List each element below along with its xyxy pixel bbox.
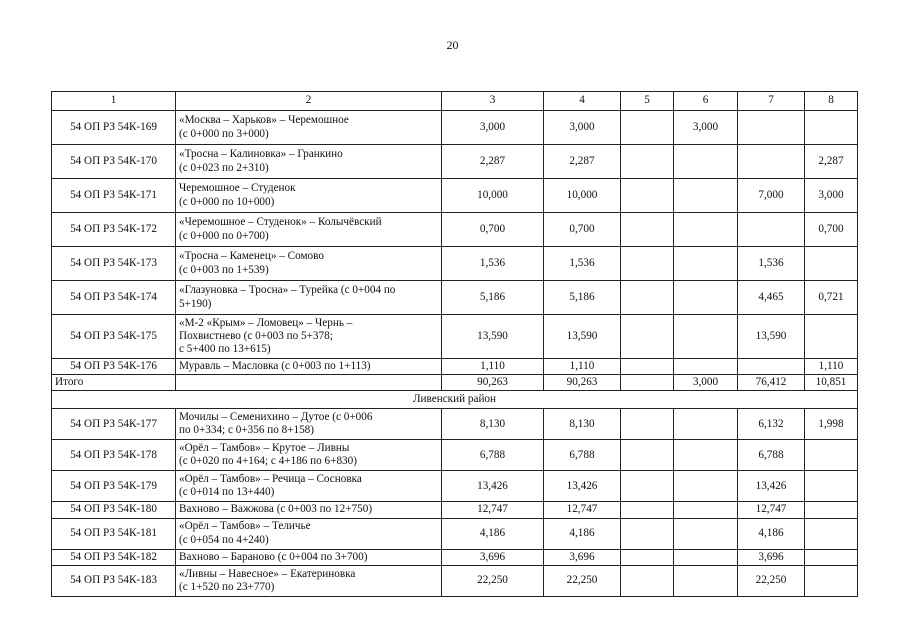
length-value: 12,747 bbox=[442, 502, 544, 518]
road-code: 54 ОП РЗ 54К-170 bbox=[52, 145, 176, 179]
length-value bbox=[674, 549, 738, 565]
length-value: 13,426 bbox=[442, 471, 544, 502]
table-row bbox=[52, 409, 858, 440]
length-value bbox=[621, 518, 674, 549]
road-name-line: 5+190) bbox=[179, 297, 212, 310]
length-value bbox=[805, 502, 858, 518]
road-name-line: (с 0+023 по 2+310) bbox=[179, 161, 269, 174]
road-name-line: «Москва – Харьков» – Черемошное bbox=[179, 114, 349, 127]
length-value: 1,536 bbox=[738, 247, 805, 281]
road-code: 54 ОП РЗ 54К-175 bbox=[52, 315, 176, 359]
road-name-line: (с 1+520 по 23+770) bbox=[179, 580, 275, 593]
length-value bbox=[621, 247, 674, 281]
page-number: 20 bbox=[446, 38, 459, 52]
road-name-line: (с 0+003 по 1+539) bbox=[179, 263, 269, 276]
length-value: 1,110 bbox=[544, 359, 621, 375]
table-row bbox=[52, 518, 858, 549]
length-value: 10,000 bbox=[442, 179, 544, 213]
length-value: 13,426 bbox=[544, 471, 621, 502]
road-name-line: Вахново – Бараново (с 0+004 по 3+700) bbox=[179, 550, 368, 563]
road-name-line: (с 0+000 по 3+000) bbox=[179, 127, 269, 140]
road-name-line: (с 0+000 по 10+000) bbox=[179, 195, 275, 208]
road-name-line: «Тросна – Калиновка» – Гранкино bbox=[179, 148, 343, 161]
length-value: 1,536 bbox=[442, 247, 544, 281]
table-row bbox=[52, 440, 858, 471]
road-code: 54 ОП РЗ 54К-180 bbox=[52, 502, 176, 518]
total-label: Итого bbox=[52, 375, 176, 391]
length-value bbox=[674, 518, 738, 549]
length-value: 3,696 bbox=[544, 549, 621, 565]
road-code: 54 ОП РЗ 54К-173 bbox=[52, 247, 176, 281]
road-code: 54 ОП РЗ 54К-177 bbox=[52, 409, 176, 440]
length-value bbox=[738, 213, 805, 247]
road-name bbox=[176, 359, 442, 375]
length-value: 22,250 bbox=[738, 565, 805, 596]
length-value bbox=[621, 315, 674, 359]
road-name-line: (с 0+054 по 4+240) bbox=[179, 533, 269, 546]
table-row bbox=[52, 471, 858, 502]
length-value: 4,186 bbox=[442, 518, 544, 549]
length-value: 4,186 bbox=[544, 518, 621, 549]
length-value: 3,000 bbox=[805, 179, 858, 213]
length-value: 12,747 bbox=[544, 502, 621, 518]
length-value: 5,186 bbox=[442, 281, 544, 315]
length-value: 3,696 bbox=[738, 549, 805, 565]
length-value bbox=[621, 549, 674, 565]
road-name bbox=[176, 315, 442, 359]
header-row bbox=[52, 92, 858, 111]
road-name-line: «Тросна – Каменец» – Сомово bbox=[179, 250, 324, 263]
road-code: 54 ОП РЗ 54К-183 bbox=[52, 565, 176, 596]
length-value: 3,696 bbox=[442, 549, 544, 565]
length-value: 6,788 bbox=[544, 440, 621, 471]
length-value: 13,590 bbox=[442, 315, 544, 359]
road-name-line: «Глазуновка – Тросна» – Турейка (с 0+004 по bbox=[179, 284, 396, 297]
column-header: 3 bbox=[442, 92, 544, 111]
column-header: 5 bbox=[621, 92, 674, 111]
table-row bbox=[52, 359, 858, 375]
length-value: 13,426 bbox=[738, 471, 805, 502]
road-name-line: Мочилы – Семенихино – Дутое (с 0+006 bbox=[179, 411, 373, 424]
road-name-line: «Ливны – Навесное» – Екатериновка bbox=[179, 567, 356, 580]
road-name-line: (с 0+014 по 13+440) bbox=[179, 486, 275, 499]
road-code: 54 ОП РЗ 54К-179 bbox=[52, 471, 176, 502]
length-value: 12,747 bbox=[738, 502, 805, 518]
length-value bbox=[674, 440, 738, 471]
length-value bbox=[621, 179, 674, 213]
length-value: 4,465 bbox=[738, 281, 805, 315]
length-value bbox=[805, 111, 858, 145]
length-value bbox=[674, 179, 738, 213]
length-value: 13,590 bbox=[738, 315, 805, 359]
length-value: 22,250 bbox=[442, 565, 544, 596]
total-value: 90,263 bbox=[544, 375, 621, 391]
road-name-line: (с 0+020 по 4+164; с 4+186 по 6+830) bbox=[179, 455, 357, 468]
length-value: 3,000 bbox=[674, 111, 738, 145]
total-value bbox=[621, 375, 674, 391]
road-code: 54 ОП РЗ 54К-171 bbox=[52, 179, 176, 213]
road-name-line: «Орёл – Тамбов» – Речица – Сосновка bbox=[179, 473, 362, 486]
table-row bbox=[52, 111, 858, 145]
length-value: 0,700 bbox=[805, 213, 858, 247]
table-row bbox=[52, 502, 858, 518]
length-value bbox=[621, 440, 674, 471]
length-value: 2,287 bbox=[544, 145, 621, 179]
road-name-line: по 0+334; с 0+356 по 8+158) bbox=[179, 424, 314, 437]
length-value: 1,110 bbox=[442, 359, 544, 375]
road-code: 54 ОП РЗ 54К-176 bbox=[52, 359, 176, 375]
length-value bbox=[621, 213, 674, 247]
section-title: Ливенский район bbox=[52, 391, 858, 409]
length-value bbox=[805, 549, 858, 565]
length-value: 2,287 bbox=[805, 145, 858, 179]
length-value bbox=[621, 111, 674, 145]
road-name-line: Похвистнево (с 0+003 по 5+378; bbox=[179, 329, 333, 342]
road-name-line: (с 0+000 по 0+700) bbox=[179, 229, 269, 242]
road-name-line: «М-2 «Крым» – Ломовец» – Чернь – bbox=[179, 316, 353, 329]
road-name bbox=[176, 213, 442, 247]
table-row bbox=[52, 565, 858, 596]
road-name bbox=[176, 565, 442, 596]
length-value bbox=[805, 518, 858, 549]
column-header: 4 bbox=[544, 92, 621, 111]
length-value: 10,000 bbox=[544, 179, 621, 213]
road-name bbox=[176, 518, 442, 549]
road-name-line: Черемошное – Студенок bbox=[179, 182, 296, 195]
road-name-line: «Черемошное – Студенок» – Колычёвский bbox=[179, 216, 382, 229]
length-value bbox=[674, 315, 738, 359]
length-value: 0,700 bbox=[442, 213, 544, 247]
length-value bbox=[674, 281, 738, 315]
table-row bbox=[52, 145, 858, 179]
length-value: 3,000 bbox=[442, 111, 544, 145]
total-value: 76,412 bbox=[738, 375, 805, 391]
length-value: 0,700 bbox=[544, 213, 621, 247]
length-value bbox=[805, 315, 858, 359]
road-name-line: Вахново – Важжова (с 0+003 по 12+750) bbox=[179, 503, 373, 516]
length-value bbox=[805, 471, 858, 502]
length-value: 6,132 bbox=[738, 409, 805, 440]
road-name bbox=[176, 440, 442, 471]
total-row bbox=[52, 375, 858, 391]
table-row bbox=[52, 315, 858, 359]
length-value bbox=[621, 502, 674, 518]
table-row bbox=[52, 247, 858, 281]
length-value: 1,998 bbox=[805, 409, 858, 440]
length-value bbox=[674, 213, 738, 247]
length-value bbox=[621, 565, 674, 596]
road-name bbox=[176, 145, 442, 179]
length-value bbox=[621, 359, 674, 375]
length-value bbox=[674, 359, 738, 375]
length-value bbox=[674, 502, 738, 518]
road-code: 54 ОП РЗ 54К-181 bbox=[52, 518, 176, 549]
road-name bbox=[176, 247, 442, 281]
road-name-line: Муравль – Масловка (с 0+003 по 1+113) bbox=[179, 360, 371, 372]
table-row bbox=[52, 213, 858, 247]
road-code: 54 ОП РЗ 54К-182 bbox=[52, 549, 176, 565]
length-value bbox=[621, 145, 674, 179]
table-body bbox=[52, 111, 858, 597]
length-value: 5,186 bbox=[544, 281, 621, 315]
road-code: 54 ОП РЗ 54К-169 bbox=[52, 111, 176, 145]
column-header: 8 bbox=[805, 92, 858, 111]
road-name bbox=[176, 502, 442, 518]
length-value bbox=[621, 471, 674, 502]
length-value: 1,536 bbox=[544, 247, 621, 281]
length-value bbox=[738, 359, 805, 375]
length-value: 8,130 bbox=[544, 409, 621, 440]
section-row bbox=[52, 391, 858, 409]
road-name bbox=[176, 179, 442, 213]
road-name-line: с 5+400 по 13+615) bbox=[179, 343, 271, 356]
road-code: 54 ОП РЗ 54К-178 bbox=[52, 440, 176, 471]
length-value: 8,130 bbox=[442, 409, 544, 440]
length-value: 1,110 bbox=[805, 359, 858, 375]
length-value bbox=[674, 409, 738, 440]
length-value: 7,000 bbox=[738, 179, 805, 213]
column-header: 7 bbox=[738, 92, 805, 111]
road-name-line: «Орёл – Тамбов» – Крутое – Ливны bbox=[179, 442, 350, 455]
total-value: 10,851 bbox=[805, 375, 858, 391]
length-value: 4,186 bbox=[738, 518, 805, 549]
length-value: 2,287 bbox=[442, 145, 544, 179]
length-value: 6,788 bbox=[442, 440, 544, 471]
length-value bbox=[738, 111, 805, 145]
column-header: 6 bbox=[674, 92, 738, 111]
length-value bbox=[738, 145, 805, 179]
length-value bbox=[674, 565, 738, 596]
empty-cell bbox=[176, 375, 442, 391]
length-value bbox=[621, 409, 674, 440]
length-value: 6,788 bbox=[738, 440, 805, 471]
road-code: 54 ОП РЗ 54К-172 bbox=[52, 213, 176, 247]
column-header: 1 bbox=[52, 92, 176, 111]
road-name bbox=[176, 549, 442, 565]
total-value: 3,000 bbox=[674, 375, 738, 391]
length-value bbox=[805, 440, 858, 471]
length-value bbox=[621, 281, 674, 315]
road-name bbox=[176, 409, 442, 440]
road-name bbox=[176, 471, 442, 502]
column-header: 2 bbox=[176, 92, 442, 111]
length-value: 13,590 bbox=[544, 315, 621, 359]
road-code: 54 ОП РЗ 54К-174 bbox=[52, 281, 176, 315]
table-row bbox=[52, 281, 858, 315]
table-row bbox=[52, 549, 858, 565]
length-value bbox=[805, 247, 858, 281]
length-value bbox=[674, 471, 738, 502]
length-value bbox=[674, 247, 738, 281]
length-value: 0,721 bbox=[805, 281, 858, 315]
road-name bbox=[176, 111, 442, 145]
length-value: 3,000 bbox=[544, 111, 621, 145]
road-name bbox=[176, 281, 442, 315]
total-value: 90,263 bbox=[442, 375, 544, 391]
table-row bbox=[52, 179, 858, 213]
length-value bbox=[674, 145, 738, 179]
length-value: 22,250 bbox=[544, 565, 621, 596]
road-name-line: «Орёл – Тамбов» – Теличье bbox=[179, 520, 311, 533]
roads-table bbox=[51, 91, 858, 597]
length-value bbox=[805, 565, 858, 596]
